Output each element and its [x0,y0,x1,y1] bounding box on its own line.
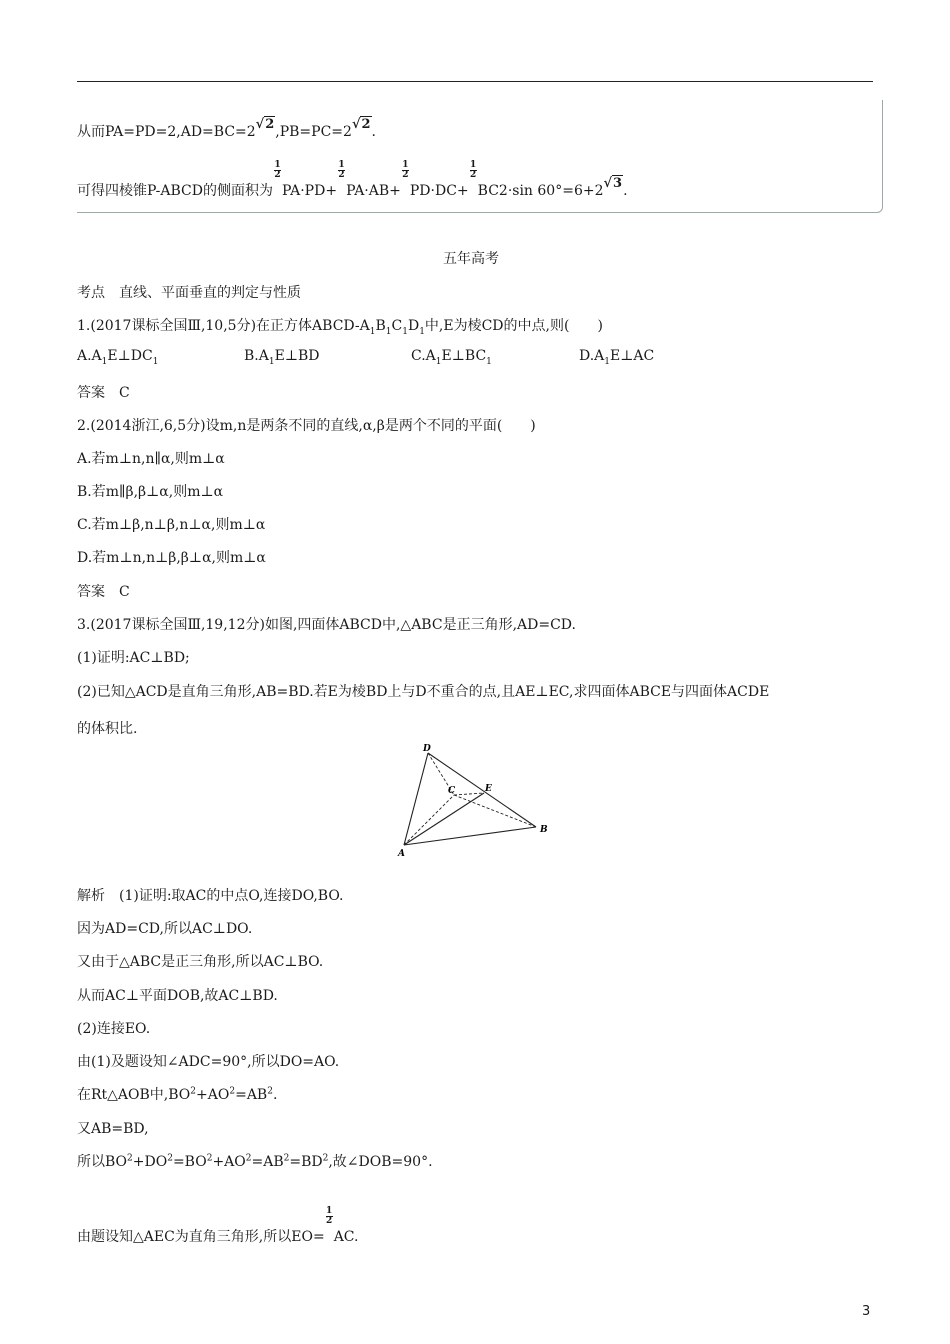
edge-DB [428,753,536,827]
solution-line-4: 从而AC⊥平面DOB,故AC⊥BD. [77,988,278,1004]
solution-line-5: (2)连接EO. [77,1021,151,1037]
edge-CB-hidden [454,795,536,827]
q2-option-b: B.若m∥β,β⊥α,则m⊥α [77,484,224,500]
q1-option-b: $B.A_1E\perp BD$ [244,348,320,367]
solution-line-1: 解析 (1)证明:取AC的中点O,连接DO,BO. [77,888,344,904]
solution-line-10: 由题设知△AEC为直角三角形,所以EO= 1 2 AC. [77,1206,359,1245]
solution-line-3: 又由于△ABC是正三角形,所以AC⊥BO. [77,954,324,970]
solution-line-9: 所以$BO^2+DO^2=BO^2+AO^2=AB^2=BD^2$,故∠DOB=90°. [77,1153,433,1170]
q2-option-c: C.若m⊥β,n⊥β,n⊥α,则m⊥α [77,517,266,533]
q2-answer: 答案 C [77,584,130,600]
section-title: 五年高考 [443,251,499,267]
vertex-label-C: C [448,786,456,796]
q1-option-d: $D.A_1E\perp AC$ [579,348,655,367]
question-3-stem: 3.(2017课标全国Ⅲ,19,12分)如图,四面体ABCD中,△ABC是正三角形,AD=CD. [77,617,576,633]
prev-line-1: 从而PA=PD=2,AD=BC=2√2,PB=PC=2√2. [77,117,376,140]
page-number: 3 [862,1304,871,1319]
solution-line-8: 又AB=BD, [77,1121,149,1137]
edge-AB [404,827,536,845]
tetrahedron-figure [388,740,560,865]
edge-CE-hidden [454,793,484,795]
q1-answer: 答案 C [77,385,130,401]
q3-part-1: (1)证明:AC⊥BD; [77,650,190,666]
question-2-stem: 2.(2014浙江,6,5分)设m,n是两条不同的直线,α,β是两个不同的平面( ) [77,418,536,434]
q2-option-a: A.若m⊥n,n∥α,则m⊥α [77,451,225,467]
fraction-half: 1 2 [470,160,477,180]
q2-option-d: D.若m⊥n,n⊥β,β⊥α,则m⊥α [77,550,266,566]
sqrt-3: √3 [603,176,623,191]
sqrt-2: √2 [255,117,275,132]
vertex-label-B: B [540,825,548,835]
vertex-label-E: E [485,784,492,794]
edge-AC-hidden [404,795,454,845]
q1-option-a: $A.A_1E\perp DC_1$ [77,348,159,367]
q1-option-c: $C.A_1E\perp BC_1$ [411,348,492,367]
vertex-label-A: A [398,849,405,859]
sqrt-2: √2 [351,117,371,132]
fraction-half: 1 2 [274,160,281,180]
q3-part-2-cont: 的体积比. [77,721,138,737]
fraction-half: 1 2 [338,160,345,180]
solution-line-2: 因为AD=CD,所以AC⊥DO. [77,921,253,937]
prev-line-2: 可得四棱锥P-ABCD的侧面积为 1 2 PA·PD+ 1 2 PA·AB+ 1 2 PD·DC+ 1 2 BC2·sin 60°=6+2√3. [77,160,628,199]
solution-line-7: 在Rt△AOB中$,BO^2+AO^2=AB^2$. [77,1086,278,1103]
question-1-stem: 1.(2017课标全国Ⅲ,10,5分)在正方体ABCD-$A_1B_1C_1D_1$中,E为棱CD的中点,则( ) [77,318,603,337]
q3-part-2: (2)已知△ACD是直角三角形,AB=BD.若E为棱BD上与D不重合的点,且AE⊥EC,求四面体ABCE与四面体ACDE [77,684,770,700]
vertex-label-D: D [423,744,431,754]
header-rule [77,81,873,82]
solution-line-6: 由(1)及题设知∠ADC=90°,所以DO=AO. [77,1054,340,1070]
topic-heading: 考点 直线、平面垂直的判定与性质 [77,285,301,301]
fraction-half: 1 2 [402,160,409,180]
fraction-half: 1 2 [326,1206,333,1226]
